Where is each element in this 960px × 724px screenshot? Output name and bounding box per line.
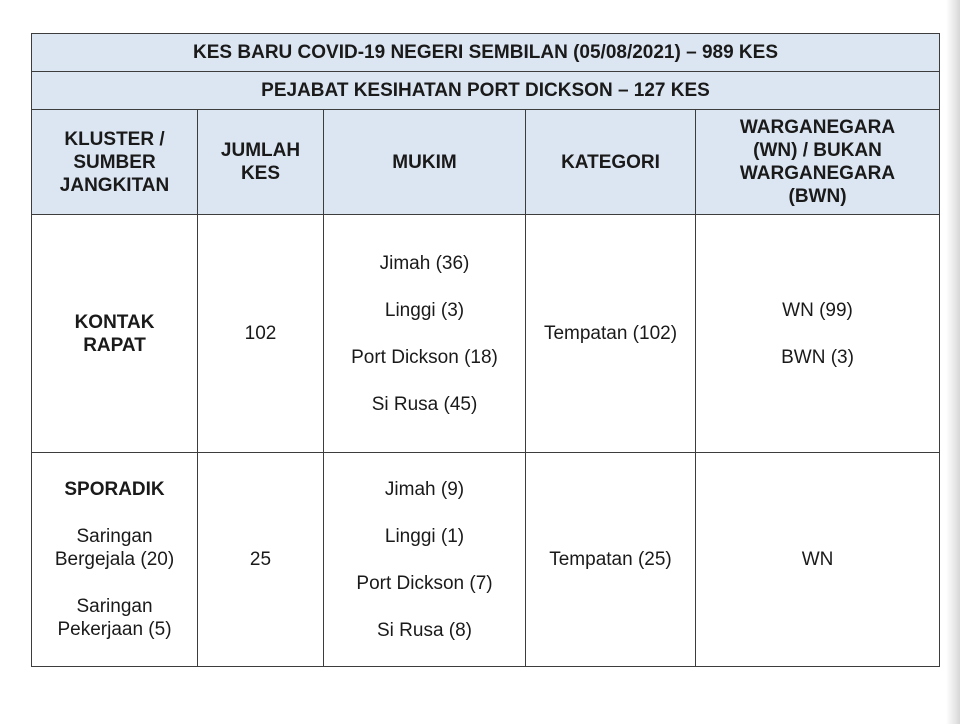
- category-cell: Tempatan (102): [526, 215, 696, 453]
- source-detail: Saringan Pekerjaan (5): [57, 596, 172, 640]
- citizenship-cell: [696, 453, 940, 667]
- header-category: KATEGORI: [526, 110, 696, 215]
- table-title: KES BARU COVID-19 NEGERI SEMBILAN (05/08/2021) – 989 KES: [32, 34, 940, 72]
- source-detail: Saringan Bergejala (20): [54, 526, 175, 570]
- cases-table: [31, 33, 940, 667]
- mukim-item: Si Rusa (8): [376, 619, 473, 641]
- source-label: KONTAK RAPAT: [74, 311, 155, 356]
- citizenship-item: WN (99): [782, 299, 853, 321]
- table-row: [32, 453, 940, 667]
- source-cell: [32, 453, 198, 667]
- category-cell: Tempatan (25): [526, 453, 696, 667]
- mukim-item: Jimah (9): [384, 478, 465, 500]
- citizenship-item: WN: [801, 549, 834, 570]
- title-row: [32, 34, 940, 72]
- table-row: [32, 215, 940, 453]
- header-row: [32, 110, 940, 215]
- mukim-item: Linggi (3): [384, 299, 465, 321]
- source-label: SPORADIK: [64, 479, 165, 500]
- header-cases: JUMLAH KES: [198, 110, 324, 215]
- mukim-item: Linggi (1): [384, 525, 465, 547]
- header-mukim: MUKIM: [324, 110, 526, 215]
- citizenship-cell: [696, 215, 940, 453]
- header-source: KLUSTER / SUMBER JANGKITAN: [32, 110, 198, 215]
- cases-cell: 102: [198, 215, 324, 453]
- mukim-item: Si Rusa (45): [371, 393, 478, 415]
- header-citizenship: WARGANEGARA (WN) / BUKAN WARGANEGARA (BWN): [696, 110, 940, 215]
- mukim-item: Port Dickson (7): [356, 572, 493, 594]
- mukim-cell: [324, 215, 526, 453]
- source-cell: [32, 215, 198, 453]
- mukim-item: Port Dickson (18): [351, 346, 498, 368]
- subtitle-row: [32, 72, 940, 110]
- cases-cell: 25: [198, 453, 324, 667]
- page-edge-shadow: [946, 0, 960, 724]
- mukim-item: Jimah (36): [379, 252, 470, 274]
- mukim-cell: [324, 453, 526, 667]
- table-subtitle: PEJABAT KESIHATAN PORT DICKSON – 127 KES: [32, 72, 940, 110]
- citizenship-item: BWN (3): [781, 346, 854, 368]
